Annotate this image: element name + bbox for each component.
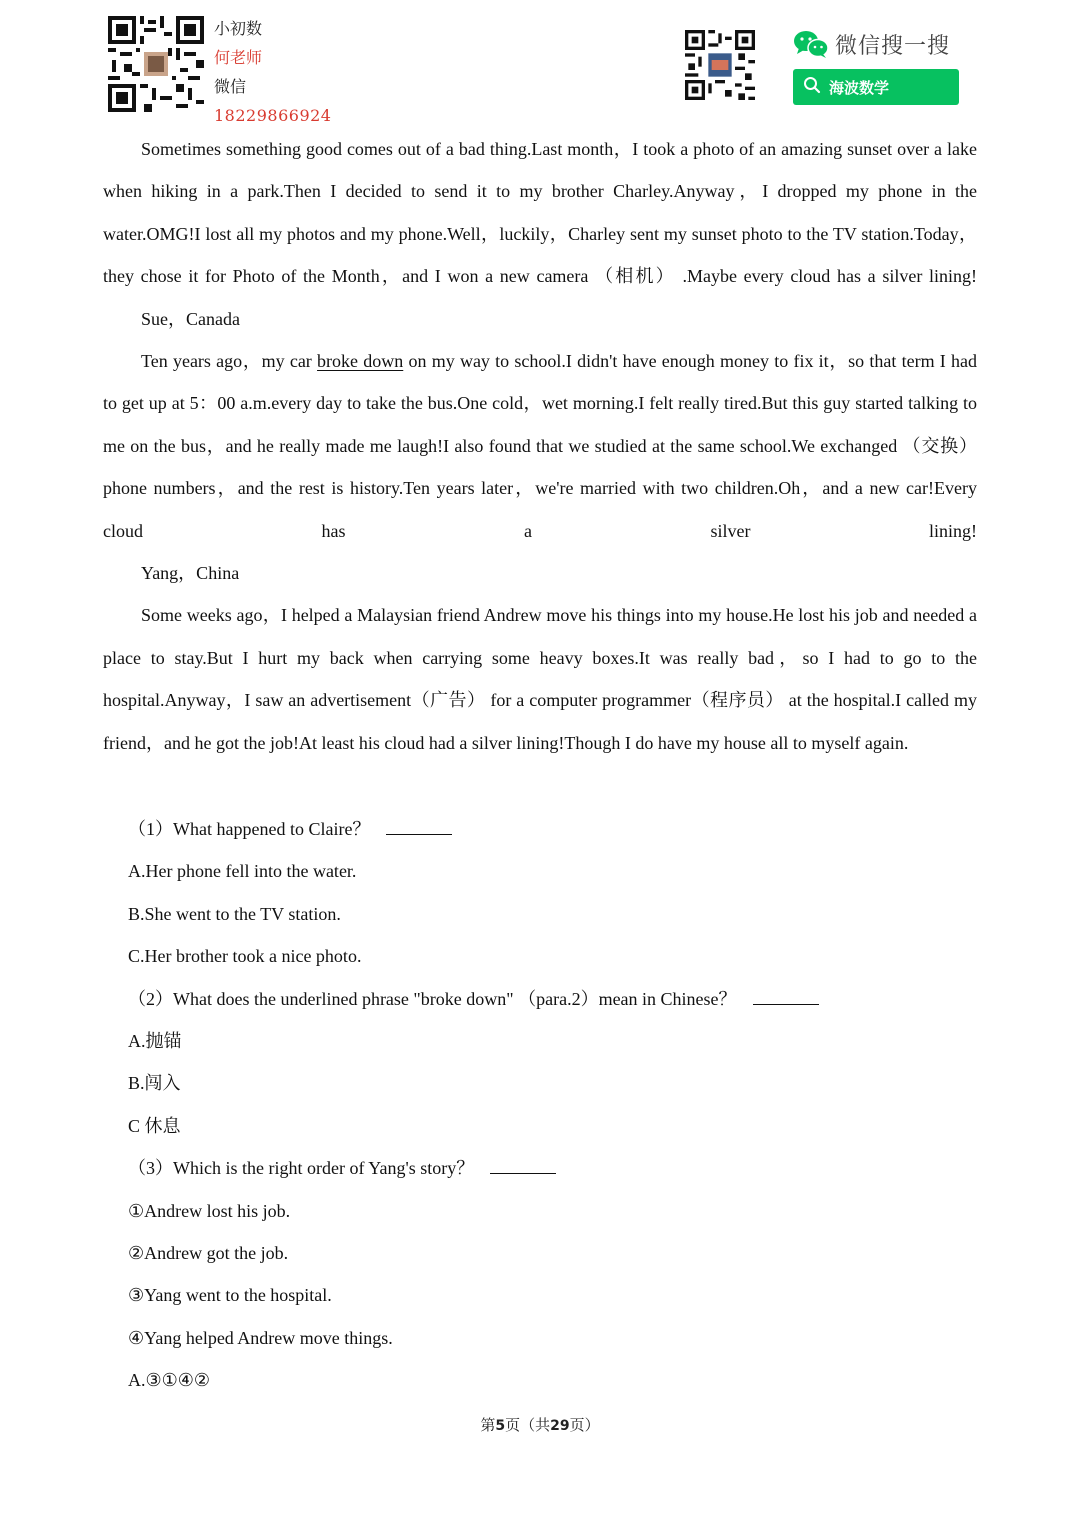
search-title: 微信搜一搜: [835, 33, 951, 59]
question-3-text: （3）Which is the right order of Yang's story？: [128, 1158, 475, 1179]
qr-code-icon: [108, 16, 204, 112]
option-1a: A.Her phone fell into the water.: [128, 861, 357, 882]
contact-phone: 18229866924: [214, 106, 332, 125]
paragraph-2-text-before: Ten years ago，my car: [141, 351, 318, 372]
paragraph-1: [103, 128, 977, 298]
question-2-text: （2）What does the underlined phrase "broke down" （para.2）mean in Chinese？: [128, 988, 737, 1009]
statement-2: ②Andrew got the job.: [128, 1243, 289, 1264]
footer-suffix: 页）: [569, 1416, 600, 1434]
option-2c: C 休息: [128, 1115, 181, 1136]
statement-1: ①Andrew lost his job.: [128, 1200, 291, 1221]
contact-info: [214, 14, 331, 130]
statement-4: ④Yang helped Andrew move things.: [128, 1327, 393, 1348]
total-pages: 29: [550, 1418, 570, 1434]
signature-2: Yang，China: [141, 563, 240, 584]
option-1b: B.She went to the TV station.: [128, 903, 341, 924]
underlined-phrase: broke down: [317, 351, 404, 372]
paragraph-2: [103, 340, 977, 552]
answer-blank[interactable]: [753, 984, 819, 1005]
paragraph-3-text: Some weeks ago，I helped a Malaysian friend Andrew move his things into my house.He lost his job and needed a place to stay.But I hurt my back when carrying some heavy boxes.It was really bad，so I had to go to the hospital.Anyway，I saw an advertisement（广告） for a computer programmer（程序员） at the hospital.I called my friend，and he got the job!At least his cloud had a silver lining!Though I do have my house all to myself again.: [103, 605, 977, 753]
questions-section: [128, 808, 978, 1402]
footer-prefix: 第: [480, 1416, 496, 1434]
answer-blank[interactable]: [490, 1153, 556, 1174]
header-left: [108, 14, 348, 125]
current-page: 5: [495, 1418, 506, 1434]
statement-3: ③Yang went to the hospital.: [128, 1285, 332, 1306]
question-3: [128, 1147, 978, 1189]
search-icon: [803, 76, 821, 98]
reading-passage: [103, 128, 977, 764]
footer-mid: 页（共: [505, 1416, 551, 1434]
option-1c: C.Her brother took a nice photo.: [128, 946, 362, 967]
question-2: [128, 978, 978, 1020]
option-2a: A.抛锚: [128, 1031, 182, 1052]
wechat-search-badge: [793, 28, 963, 108]
wechat-logo-icon: [793, 29, 829, 59]
paragraph-1-text: Sometimes something good comes out of a bad thing.Last month，I took a photo of an amazing sunset over a lake when hiking in a park.Then I decided to send it to my brother Charley.Anyway，I dropped my phone in the water.OMG!I lost all my photos and my phone.Well，luckily，Charley sent my sunset photo to the TV station.Today，they chose it for Photo of the Month，and I won a new camera （相机） .Maybe every cloud has a silver lining!: [103, 139, 977, 287]
page-number: [0, 1414, 1080, 1435]
question-1: [128, 808, 978, 850]
option-2b: B.闯入: [128, 1073, 181, 1094]
paragraph-3: [103, 594, 977, 764]
qr-code-icon: [685, 30, 755, 100]
option-3a: A.③①④②: [128, 1370, 211, 1391]
signature-1: Sue，Canada: [141, 308, 240, 329]
contact-line-3: 微信: [214, 77, 247, 96]
paragraph-2-text-after: on my way to school.I didn't have enough money to fix it，so that term I had to get up at 5：00 a.m.every day to take the bus.One cold，wet morning.I felt really tired.But this guy started talking to me on the bus，and he really made me laugh!I also found that we studied at the same school.We exchanged （交换） phone numbers，and the rest is history.Ten years later，we're married with two children.Oh，and a new car!Every cloud has a silver lining!: [103, 351, 978, 541]
contact-line-1: 小初数: [214, 19, 263, 38]
contact-line-2: 何老师: [214, 48, 263, 67]
search-button-label: 海波数学: [829, 78, 890, 97]
question-1-text: （1）What happened to Claire？: [128, 819, 371, 839]
search-button[interactable]: [793, 69, 959, 105]
answer-blank[interactable]: [386, 814, 452, 835]
